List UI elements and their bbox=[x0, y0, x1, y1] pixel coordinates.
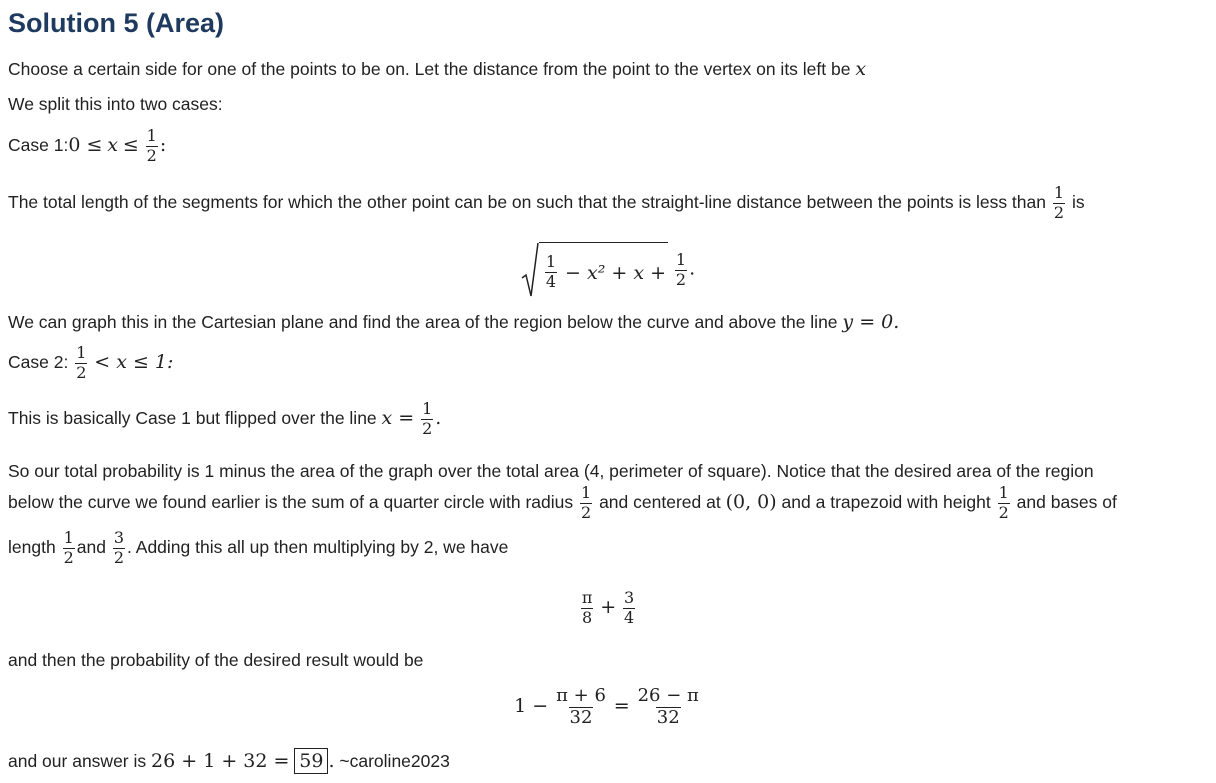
para-line3-b: and bbox=[76, 536, 106, 557]
eq3-lead: 1 − bbox=[514, 695, 549, 718]
height-fraction: $\frac{1}{2}$ bbox=[998, 483, 1009, 522]
final-text: and our answer is bbox=[8, 751, 147, 771]
sqrt-expression bbox=[521, 242, 668, 298]
intro-line bbox=[8, 60, 866, 79]
eq3-equals: = bbox=[613, 695, 630, 718]
graph-text: We can graph this in the Cartesian plane and find the area of the region below the curve and above the line bbox=[8, 312, 838, 332]
case2-fraction: $\frac{1}{2}$ bbox=[76, 343, 87, 382]
eq2-plus: + bbox=[600, 595, 617, 618]
case2-ineq: < x ≤ 1: bbox=[94, 350, 174, 373]
radical-sign-icon bbox=[521, 242, 539, 298]
case1-ineq-mid: ≤ bbox=[122, 133, 139, 156]
flip-text: This is basically Case 1 but flipped over the line bbox=[8, 407, 377, 428]
para-line2-c: and a trapezoid with height bbox=[781, 491, 991, 512]
total-length-fraction: $\frac{1}{2}$ bbox=[1053, 183, 1065, 222]
pi-over-8: $\frac{\pi}{8}$ bbox=[581, 588, 593, 627]
equation-3 bbox=[0, 687, 1216, 728]
flip-fraction: $\frac{1}{2}$ bbox=[422, 399, 433, 438]
equation-1 bbox=[0, 242, 1216, 298]
graph-line bbox=[8, 313, 899, 332]
para-line3-a: length bbox=[8, 536, 56, 557]
answer-box: 59 bbox=[294, 748, 328, 774]
sqrt-fraction: $\frac{1}{4}$ bbox=[545, 252, 557, 291]
case2-line bbox=[8, 345, 173, 382]
graph-math: y = 0. bbox=[842, 311, 900, 333]
case1-line bbox=[8, 128, 166, 165]
final-tail: . bbox=[328, 750, 335, 772]
flip-math: x = bbox=[381, 406, 415, 429]
eq1-tail: . bbox=[689, 257, 696, 280]
origin-point: (0, 0) bbox=[725, 490, 777, 513]
base1-fraction: $\frac{1}{2}$ bbox=[63, 528, 74, 567]
total-length-text: The total length of the segments for which the other point can be on such that the straight-line distance between the points is less than bbox=[8, 191, 1046, 212]
page-title: Solution 5 (Area) bbox=[8, 8, 225, 38]
equation-2 bbox=[0, 590, 1216, 627]
base2-fraction: $\frac{3}{2}$ bbox=[113, 528, 125, 567]
final-answer-line bbox=[8, 752, 450, 771]
three-over-4: $\frac{3}{4}$ bbox=[624, 588, 635, 627]
case1-fraction: $\frac{1}{2}$ bbox=[146, 126, 157, 165]
para-line2-a: below the curve we found earlier is the sum of a quarter circle with radius bbox=[8, 491, 574, 512]
case1-tail: : bbox=[159, 133, 167, 156]
eq1-fraction: $\frac{1}{2}$ bbox=[675, 249, 687, 289]
intro-text: Choose a certain side for one of the points to be on. Let the distance from the point to the vertex on its left be bbox=[8, 59, 851, 79]
radius-fraction: $\frac{1}{2}$ bbox=[581, 483, 592, 522]
para-line2-d: and bases of bbox=[1016, 491, 1117, 512]
para-line3-c: . Adding this all up then multiplying by 2, we have bbox=[127, 536, 509, 557]
total-length-tail: is bbox=[1071, 191, 1085, 212]
final-math: 26 + 1 + 32 = bbox=[151, 750, 290, 772]
probability-line: and then the probability of the desired result would be bbox=[8, 650, 424, 670]
case1-ineq-prefix: 0 ≤ bbox=[68, 133, 103, 156]
flip-tail: . bbox=[435, 406, 442, 429]
case2-label: Case 2: bbox=[8, 351, 69, 372]
paragraph-line-1: So our total probability is 1 minus the area of the graph over the total area (4, perimeter of square). Notice that the desired area of the region bbox=[8, 461, 1094, 481]
paragraph-line-2 bbox=[8, 485, 1117, 522]
total-length-line bbox=[8, 185, 1085, 222]
var-x: x bbox=[855, 58, 867, 80]
case1-var: x bbox=[107, 133, 118, 156]
sqrt-rest: − x² + x + bbox=[565, 261, 667, 284]
paragraph-line-3 bbox=[8, 530, 508, 567]
eq3-fraction-1: $\frac{\pi + 6}{32}$ bbox=[556, 685, 606, 728]
split-line: We split this into two cases: bbox=[8, 94, 223, 114]
case1-label: Case 1: bbox=[8, 134, 69, 155]
author-signature: ~caroline2023 bbox=[339, 751, 450, 771]
para-line2-b: and centered at bbox=[599, 491, 721, 512]
flip-line bbox=[8, 401, 441, 438]
eq3-fraction-2: $\frac{26 - \pi}{32}$ bbox=[637, 685, 699, 728]
